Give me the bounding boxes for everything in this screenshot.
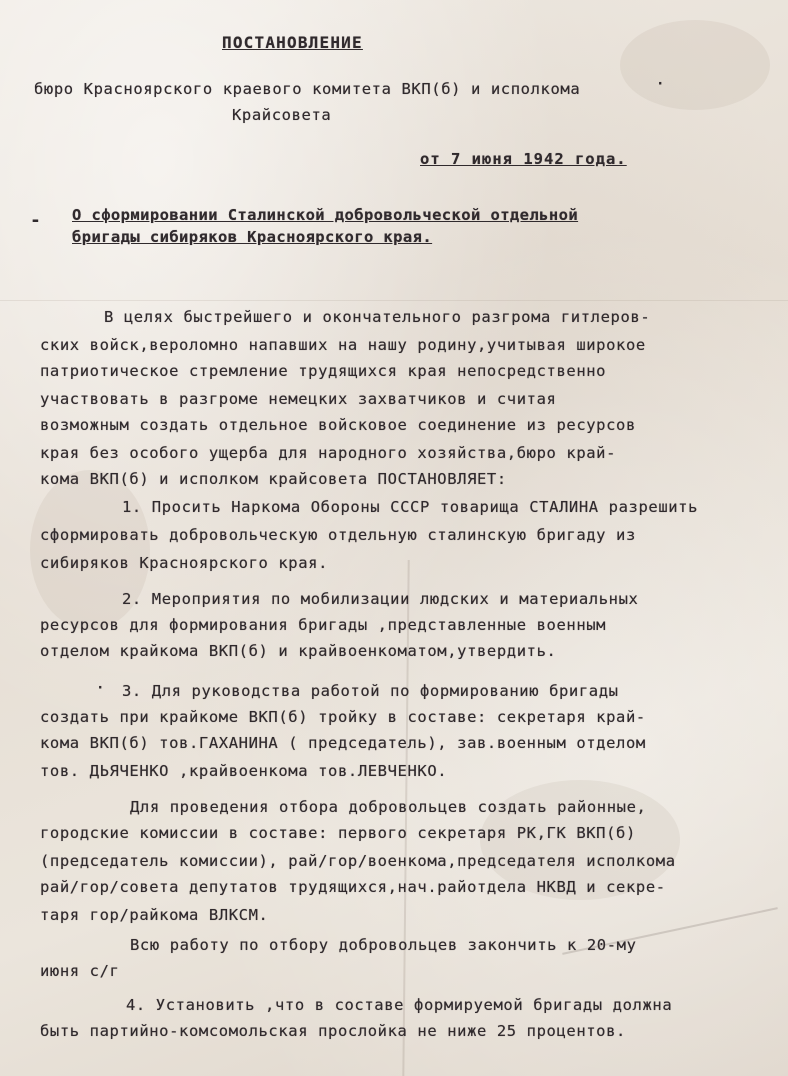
body-line: 2. Мероприятия по мобилизации людских и материальных	[122, 590, 639, 608]
paper-crease	[0, 300, 788, 301]
body-line: Всю работу по отбору добровольцев закончить к 20-му	[130, 936, 637, 954]
body-line: края без особого ущерба для народного хозяйства,бюро край-	[40, 444, 617, 462]
body-line: тов. ДЬЯЧЕНКО ,крайвоенкома тов.ЛЕВЧЕНКО.	[40, 762, 448, 780]
body-line: ских войск,вероломно напавших на нашу родину,учитывая широкое	[40, 336, 646, 354]
dash-mark: -	[30, 210, 41, 231]
subject-line-2: бригады сибиряков Красноярского края.	[72, 228, 433, 246]
body-line: создать при крайкоме ВКП(б) тройку в составе: секретаря край-	[40, 708, 646, 726]
body-line: ресурсов для формирования бригады ,представленные военным	[40, 616, 607, 634]
body-line: В целях быстрейшего и окончательного разгрома гитлеров-	[104, 308, 651, 326]
header-line-2: Крайсовета	[232, 106, 332, 124]
body-line: (председатель комиссии), рай/гор/военкома,председателя исполкома	[40, 852, 676, 870]
body-line: участвовать в разгроме немецких захватчиков и считая	[40, 390, 557, 408]
body-line: 3. Для руководства работой по формированию бригады	[122, 682, 619, 700]
header-line-1: бюро Красноярского краевого комитета ВКП(б) и исполкома	[34, 80, 581, 98]
body-line: отделом крайкома ВКП(б) и крайвоенкоматом,утвердить.	[40, 642, 557, 660]
body-line: Для проведения отбора добровольцев создать районные,	[130, 798, 647, 816]
body-line: быть партийно-комсомольская прослойка не ниже 25 процентов.	[40, 1022, 626, 1040]
ink-dot: ·	[656, 76, 665, 92]
document-title: ПОСТАНОВЛЕНИЕ	[222, 33, 363, 52]
body-line: кома ВКП(б) тов.ГАХАНИНА ( председатель), зав.военным отделом	[40, 734, 646, 752]
body-line: рай/гор/совета депутатов трудящихся,нач.райотдела НКВД и секре-	[40, 878, 666, 896]
body-line: июня с/г	[40, 962, 120, 980]
body-line: 4. Установить ,что в составе формируемой бригады должна	[126, 996, 673, 1014]
body-line: сибиряков Красноярского края.	[40, 554, 329, 572]
ink-dot: ·	[96, 680, 105, 696]
body-line: 1. Просить Наркома Обороны СССР товарища СТАЛИНА разрешить	[122, 498, 699, 516]
body-line: возможным создать отдельное войсковое соединение из ресурсов	[40, 416, 636, 434]
body-line: таря гор/райкома ВЛКСМ.	[40, 906, 269, 924]
body-line: кома ВКП(б) и исполком крайсовета ПОСТАНОВЛЯЕТ:	[40, 470, 507, 488]
body-line: патриотическое стремление трудящихся края непосредственно	[40, 362, 607, 380]
document-date: от 7 июня 1942 года.	[420, 150, 627, 168]
paper-stain	[620, 20, 770, 110]
body-line: сформировать добровольческую отдельную сталинскую бригаду из	[40, 526, 636, 544]
subject-line-1: О сформировании Сталинской добровольческой отдельной	[72, 206, 579, 224]
body-line: городские комиссии в составе: первого секретаря РК,ГК ВКП(б)	[40, 824, 636, 842]
